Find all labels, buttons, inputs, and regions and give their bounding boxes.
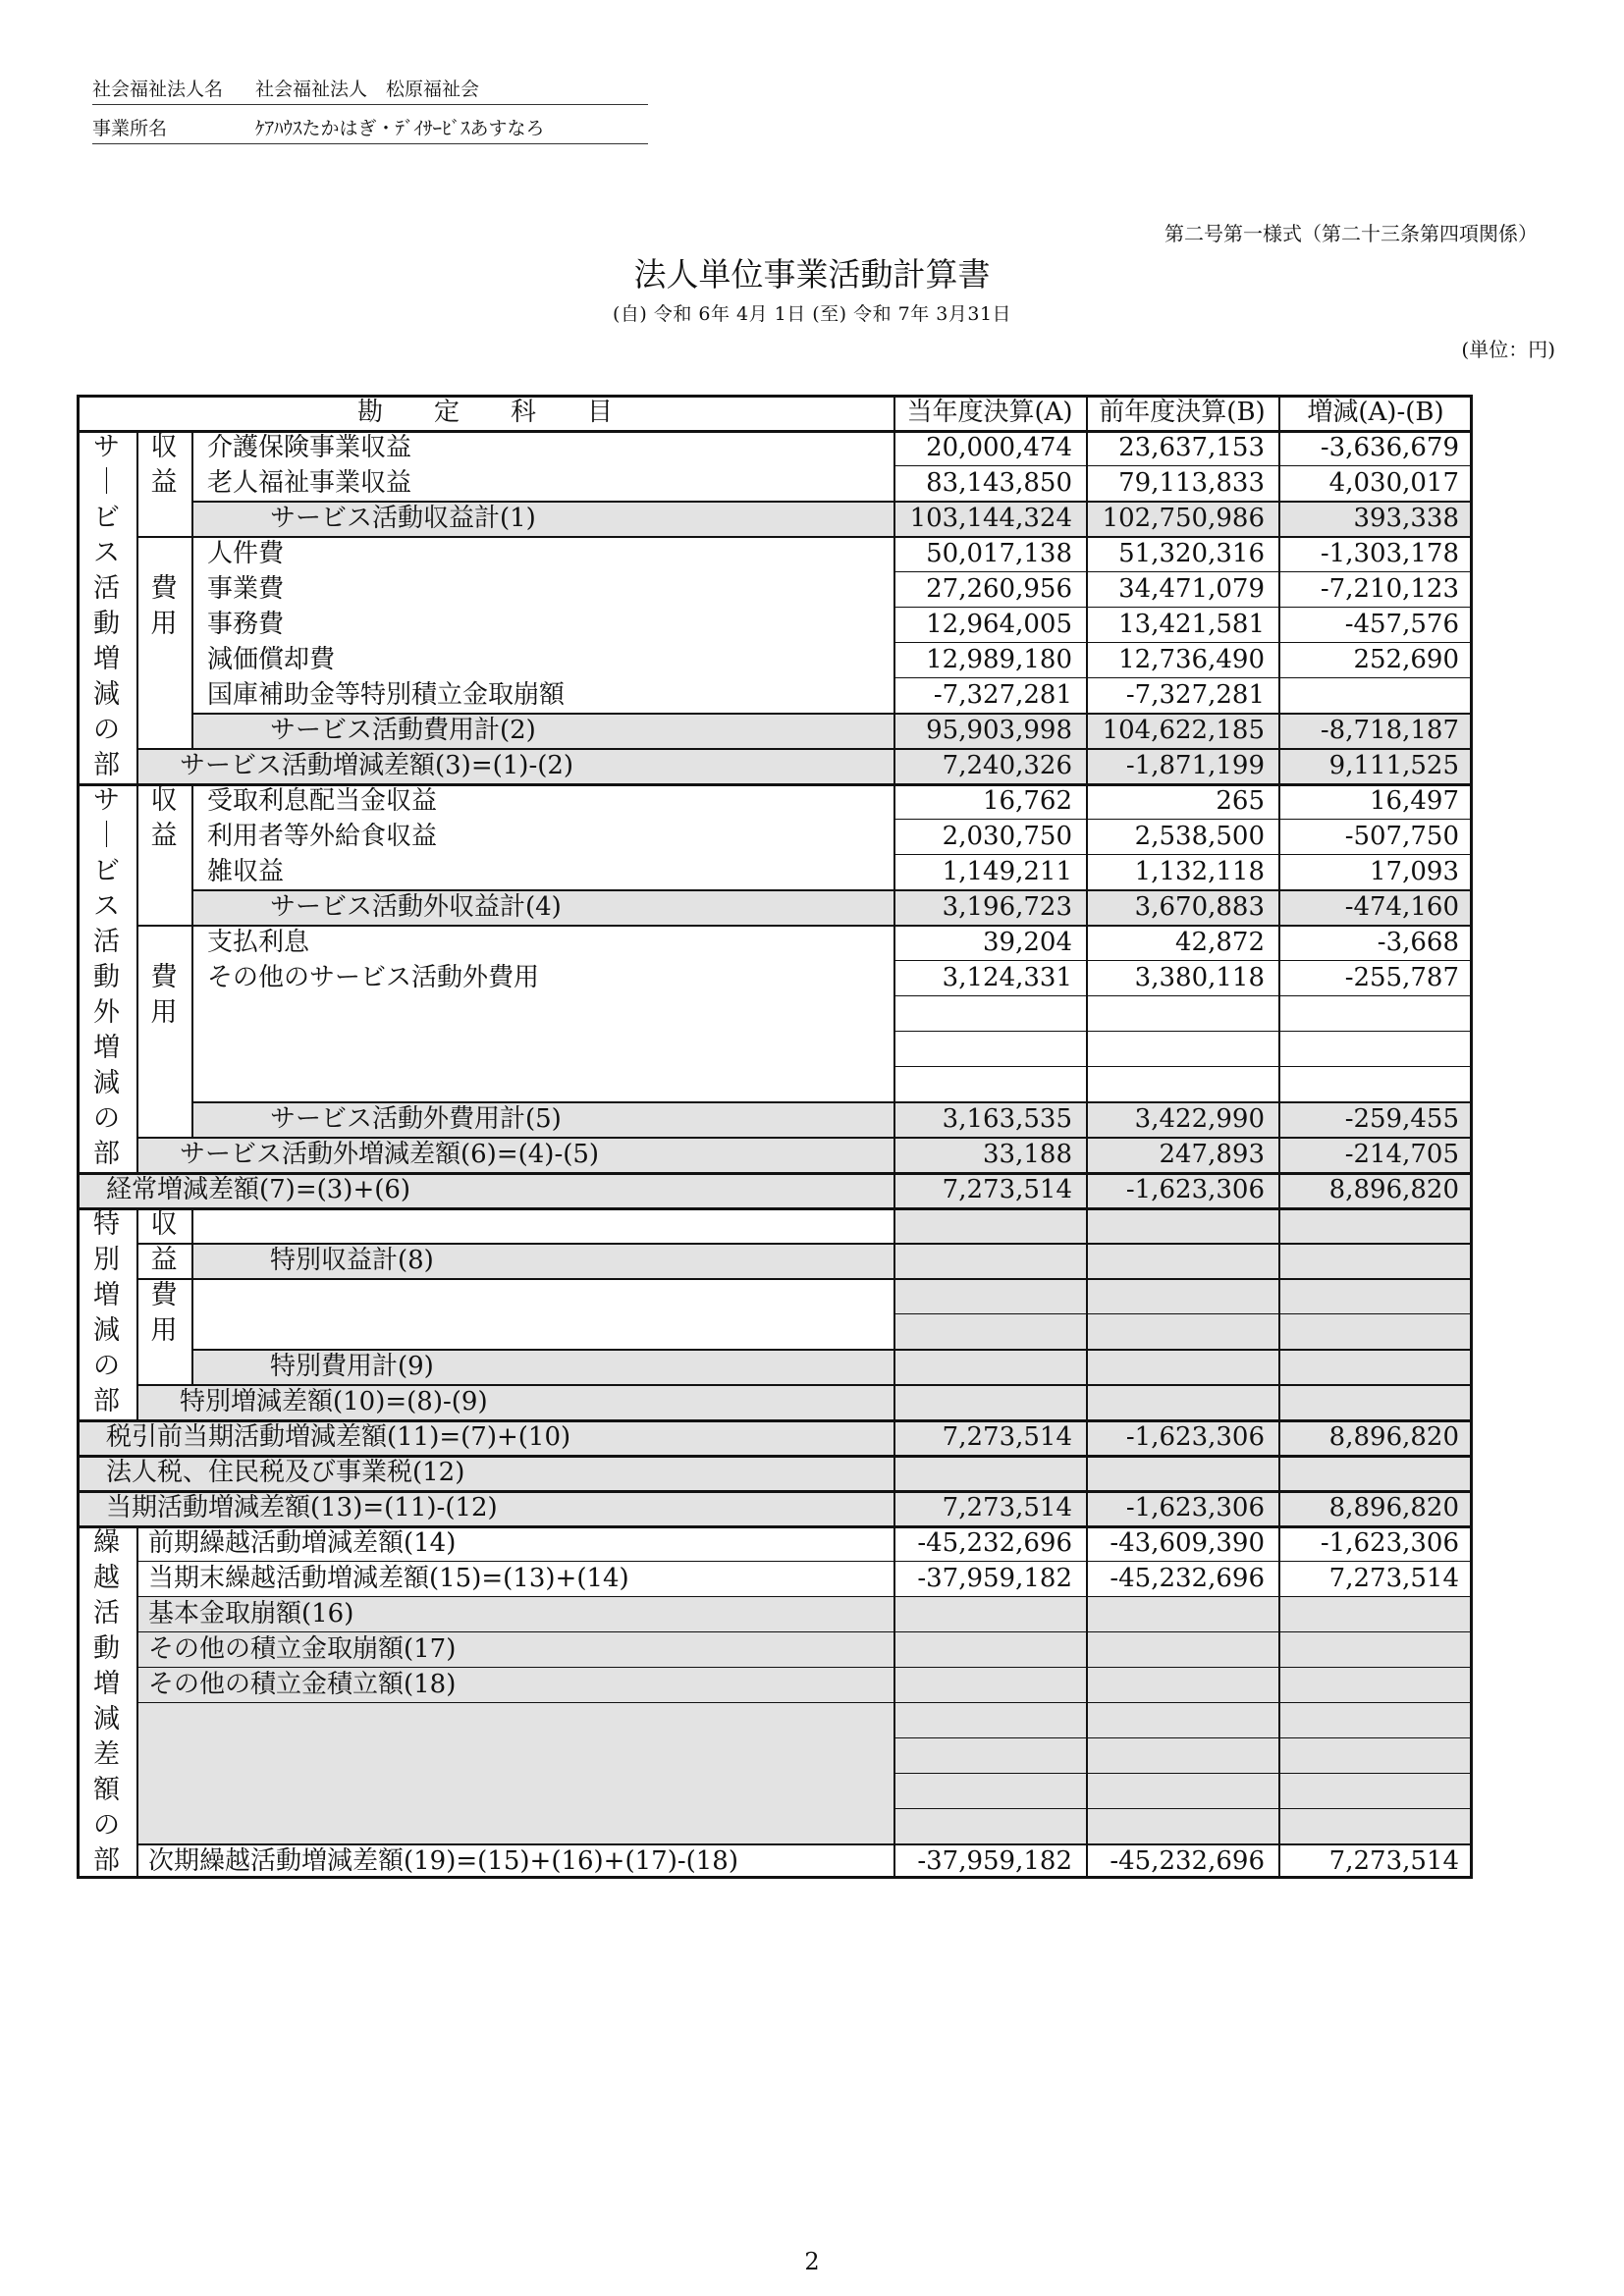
value-diff: 8,896,820 — [1328, 1493, 1459, 1522]
value-current: 1,149,211 — [942, 857, 1072, 886]
grid-line — [893, 1384, 1473, 1385]
value-current: 12,964,005 — [926, 610, 1072, 639]
row-label: その他の積立金取崩額(17) — [148, 1634, 457, 1664]
row-label: 雑収益 — [207, 857, 285, 886]
vertical-char: ｜ — [93, 467, 120, 498]
column-header-previous: 前年度決算(B) — [1099, 398, 1266, 427]
row-label: 介護保険事業収益 — [207, 433, 412, 462]
value-diff — [1278, 1455, 1473, 1490]
value-current: 20,000,474 — [926, 433, 1072, 462]
value-diff: -3,668 — [1377, 928, 1459, 957]
grid-line — [136, 1667, 1473, 1668]
value-current — [893, 1773, 1086, 1808]
value-current: -7,327,281 — [933, 680, 1072, 710]
vertical-char: 増 — [93, 1033, 120, 1063]
value-current — [893, 1349, 1086, 1384]
value-current: 3,124,331 — [942, 963, 1072, 992]
row-label: サービス活動外増減差額(6)=(4)-(5) — [180, 1140, 600, 1169]
row-label — [191, 1702, 893, 1737]
row-label: 次期繰越活動増減差額(19)=(15)+(16)+(17)-(18) — [148, 1846, 738, 1876]
value-current: 39,204 — [983, 928, 1072, 957]
vertical-char: 費 — [150, 573, 178, 604]
vertical-char: 用 — [150, 997, 178, 1028]
value-diff — [1278, 1066, 1473, 1101]
value-current — [893, 1702, 1086, 1737]
grid-line — [893, 1737, 1473, 1738]
grid-line — [893, 1455, 1473, 1456]
vertical-char: 差 — [93, 1739, 120, 1770]
vertical-char: 減 — [93, 679, 120, 710]
value-current: 7,273,514 — [942, 1493, 1072, 1522]
grid-line — [893, 1031, 1473, 1032]
value-diff — [1278, 1313, 1473, 1349]
vertical-char: の — [93, 715, 120, 745]
category-expense — [136, 1278, 191, 1349]
grid-line — [136, 1631, 1473, 1632]
category-expense — [136, 960, 191, 1066]
grid-line — [893, 783, 1473, 784]
column-header-current: 当年度決算(A) — [906, 398, 1073, 427]
vertical-char: 増 — [93, 1669, 120, 1699]
grid-line — [893, 1490, 1473, 1491]
value-previous: 23,637,153 — [1118, 433, 1265, 462]
value-diff: -1,623,306 — [1320, 1528, 1459, 1558]
category-income — [136, 783, 191, 889]
row-label — [191, 1031, 893, 1066]
row-label: 基本金取崩額(16) — [148, 1599, 354, 1629]
grid-line — [191, 783, 193, 1137]
value-previous — [1086, 1349, 1278, 1384]
value-diff: -3,636,679 — [1320, 433, 1459, 462]
row-label: その他のサービス活動外費用 — [207, 963, 540, 992]
column-header-diff: 増減(A)-(B) — [1307, 398, 1444, 427]
grid-line — [191, 430, 193, 748]
grid-line — [893, 1101, 1473, 1102]
grid-line — [893, 713, 1473, 714]
value-current: 3,163,535 — [942, 1104, 1072, 1134]
value-diff: -7,210,123 — [1320, 574, 1459, 604]
section-carry — [77, 1525, 136, 1879]
vertical-char: 費 — [150, 962, 178, 992]
row-label — [191, 1066, 893, 1101]
vertical-char: 活 — [93, 573, 120, 604]
value-previous: 265 — [1216, 786, 1265, 816]
value-diff: 8,896,820 — [1328, 1422, 1459, 1452]
value-current — [893, 1455, 1086, 1490]
value-previous — [1086, 1702, 1278, 1737]
section-non-service — [77, 783, 136, 1172]
vertical-char: ビ — [93, 856, 120, 886]
value-previous — [1086, 1384, 1278, 1419]
vertical-char: 費 — [150, 1280, 178, 1310]
value-current: -45,232,696 — [917, 1528, 1072, 1558]
grid-line — [893, 465, 1473, 466]
value-diff: -1,303,178 — [1320, 539, 1459, 568]
value-previous — [1086, 1243, 1278, 1278]
row-label: サービス活動外収益計(4) — [270, 892, 562, 922]
value-previous: 247,893 — [1159, 1140, 1265, 1169]
row-label: サービス活動増減差額(3)=(1)-(2) — [180, 751, 574, 780]
vertical-char: の — [93, 1351, 120, 1381]
value-diff: -259,455 — [1344, 1104, 1459, 1134]
grid-line — [136, 1702, 1473, 1703]
office-name-label: 事業所名 — [92, 118, 168, 139]
value-diff: 8,896,820 — [1328, 1175, 1459, 1204]
vertical-char: 部 — [93, 1386, 120, 1416]
row-label: サービス活動収益計(1) — [270, 504, 536, 533]
vertical-char: 増 — [93, 644, 120, 674]
value-previous: -1,623,306 — [1125, 1175, 1265, 1204]
vertical-char: 活 — [93, 1598, 120, 1629]
value-current — [893, 1243, 1086, 1278]
corp-name-value: 社会福祉法人 松原福祉会 — [255, 79, 480, 100]
value-diff — [1278, 1667, 1473, 1702]
value-current — [893, 1596, 1086, 1631]
value-previous: -1,623,306 — [1125, 1422, 1265, 1452]
grid-line — [136, 1561, 1473, 1562]
grid-line — [77, 430, 1473, 433]
value-previous: -45,232,696 — [1110, 1564, 1265, 1593]
grid-line — [893, 501, 1473, 502]
value-current — [893, 995, 1086, 1031]
row-label: 老人福祉事業収益 — [207, 468, 412, 498]
value-previous: 34,471,079 — [1118, 574, 1265, 604]
value-previous — [1086, 1207, 1278, 1243]
vertical-char: 益 — [150, 467, 178, 498]
value-diff: 16,497 — [1370, 786, 1459, 816]
vertical-char: の — [93, 1103, 120, 1134]
row-label: その他の積立金積立額(18) — [148, 1670, 457, 1699]
corp-name-label: 社会福祉法人名 — [92, 79, 224, 100]
grid-line — [77, 1876, 1473, 1879]
row-label: 減価償却費 — [207, 645, 336, 674]
vertical-char: 増 — [93, 1280, 120, 1310]
grid-line — [893, 571, 1473, 572]
value-previous: 42,872 — [1175, 928, 1265, 957]
value-diff — [1278, 1384, 1473, 1419]
value-current: -37,959,182 — [917, 1846, 1072, 1876]
value-previous — [1086, 1455, 1278, 1490]
value-current: 50,017,138 — [926, 539, 1072, 568]
value-current — [893, 1667, 1086, 1702]
value-diff: -457,576 — [1344, 610, 1459, 639]
grid-line — [77, 395, 1473, 398]
value-previous: 12,736,490 — [1118, 645, 1265, 674]
value-current — [893, 1631, 1086, 1667]
row-label: サービス活動費用計(2) — [270, 716, 536, 745]
office-name-line — [92, 114, 648, 144]
vertical-char: の — [93, 1810, 120, 1841]
value-diff: 7,273,514 — [1328, 1564, 1459, 1593]
value-diff — [1278, 1737, 1473, 1773]
row-label: 国庫補助金等特別積立金取崩額 — [207, 680, 566, 710]
grid-line — [893, 1313, 1473, 1314]
value-previous: 3,670,883 — [1134, 892, 1265, 922]
value-diff: -255,787 — [1344, 963, 1459, 992]
value-diff: 4,030,017 — [1328, 468, 1459, 498]
vertical-char: 特 — [93, 1209, 120, 1240]
value-previous — [1086, 1066, 1278, 1101]
value-previous: 3,380,118 — [1134, 963, 1265, 992]
row-label: 特別収益計(8) — [270, 1246, 434, 1275]
value-diff — [1278, 1808, 1473, 1843]
grid-line — [893, 748, 1473, 749]
form-number: 第二号第一様式（第二十三条第四項関係） — [1164, 222, 1538, 245]
row-label — [191, 1808, 893, 1843]
value-previous — [1086, 1278, 1278, 1313]
row-label: 法人税、住民税及び事業税(12) — [106, 1458, 465, 1487]
vertical-char: 動 — [93, 609, 120, 639]
value-current: 12,989,180 — [926, 645, 1072, 674]
value-previous: 13,421,581 — [1118, 610, 1265, 639]
grid-line — [893, 1808, 1473, 1809]
value-previous: -1,871,199 — [1125, 751, 1265, 780]
value-previous — [1086, 1773, 1278, 1808]
grid-line — [893, 995, 1473, 996]
value-previous — [1086, 1808, 1278, 1843]
row-label — [191, 1313, 893, 1349]
row-label — [191, 1737, 893, 1773]
value-diff — [1278, 1631, 1473, 1667]
vertical-char: サ — [93, 785, 120, 816]
vertical-char: 活 — [93, 927, 120, 957]
grid-line — [893, 677, 1473, 678]
value-current — [893, 1278, 1086, 1313]
row-label — [191, 1278, 893, 1313]
value-previous — [1086, 1667, 1278, 1702]
row-label: 利用者等外給食収益 — [207, 822, 438, 851]
vertical-char: 収 — [150, 1209, 178, 1240]
value-previous: 104,622,185 — [1102, 716, 1265, 745]
value-current — [893, 1313, 1086, 1349]
value-current — [893, 1384, 1086, 1419]
value-previous — [1086, 1631, 1278, 1667]
grid-line — [136, 1843, 1473, 1845]
vertical-char: 動 — [93, 962, 120, 992]
value-diff — [1278, 1702, 1473, 1737]
unit-label: (単位：円) — [1461, 338, 1555, 361]
vertical-char: 額 — [93, 1775, 120, 1805]
page-number: 2 — [804, 2248, 820, 2275]
vertical-char: サ — [93, 432, 120, 462]
row-label: 受取利息配当金収益 — [207, 786, 438, 816]
value-diff: 17,093 — [1370, 857, 1459, 886]
grid-line — [893, 1349, 1473, 1350]
grid-line — [77, 395, 80, 1879]
value-diff — [1278, 1278, 1473, 1313]
row-label — [191, 995, 893, 1031]
value-current: 2,030,750 — [942, 822, 1072, 851]
value-current: 103,144,324 — [909, 504, 1072, 533]
vertical-char: 外 — [93, 997, 120, 1028]
value-current: 7,240,326 — [942, 751, 1072, 780]
vertical-char: 部 — [93, 750, 120, 780]
vertical-char: 部 — [93, 1139, 120, 1169]
value-previous: 3,422,990 — [1134, 1104, 1265, 1134]
office-name-value: ｹｱﾊｳｽたかはぎ・ﾃﾞｲｻｰﾋﾞｽあすなろ — [255, 118, 545, 139]
row-label: 税引前当期活動増減差額(11)=(7)+(10) — [106, 1422, 571, 1452]
value-current: 16,762 — [983, 786, 1072, 816]
value-current — [893, 1207, 1086, 1243]
value-previous: 2,538,500 — [1134, 822, 1265, 851]
vertical-char: 減 — [93, 1068, 120, 1098]
value-current: 83,143,850 — [926, 468, 1072, 498]
value-previous: -43,609,390 — [1110, 1528, 1265, 1558]
value-diff: -474,160 — [1344, 892, 1459, 922]
value-previous — [1086, 1313, 1278, 1349]
row-label: 人件費 — [207, 539, 285, 568]
column-header-account: 勘 定 科 目 — [356, 398, 613, 427]
vertical-char: ビ — [93, 503, 120, 533]
grid-line — [136, 783, 138, 1172]
grid-line — [893, 1419, 1473, 1420]
vertical-char: 別 — [93, 1245, 120, 1275]
grid-line — [893, 889, 1473, 890]
grid-line — [136, 1596, 1473, 1597]
value-previous: -45,232,696 — [1110, 1846, 1265, 1876]
vertical-char: 繰 — [93, 1527, 120, 1558]
value-diff: 252,690 — [1353, 645, 1459, 674]
grid-line — [893, 536, 1473, 537]
grid-line — [136, 1525, 138, 1879]
row-label: サービス活動外費用計(5) — [270, 1104, 562, 1134]
grid-line — [893, 1278, 1473, 1279]
value-previous — [1086, 1737, 1278, 1773]
category-expense — [136, 571, 191, 677]
value-diff — [1278, 1596, 1473, 1631]
vertical-char: 用 — [150, 1315, 178, 1346]
value-current — [893, 1808, 1086, 1843]
vertical-char: 減 — [93, 1315, 120, 1346]
row-label: 特別費用計(9) — [270, 1352, 434, 1381]
value-diff — [1278, 1031, 1473, 1066]
grid-line — [191, 1207, 193, 1384]
row-label: 事業費 — [207, 574, 285, 604]
row-label: 特別増減差額(10)=(8)-(9) — [180, 1387, 488, 1416]
corp-name-line — [92, 75, 648, 105]
value-diff: -507,750 — [1344, 822, 1459, 851]
value-diff: 9,111,525 — [1328, 751, 1459, 780]
value-previous: 102,750,986 — [1102, 504, 1265, 533]
value-diff — [1278, 1773, 1473, 1808]
value-previous: -7,327,281 — [1125, 680, 1265, 710]
grid-line — [893, 1066, 1473, 1067]
row-label: 支払利息 — [207, 928, 310, 957]
vertical-char: 動 — [93, 1633, 120, 1664]
category-income — [136, 430, 191, 501]
grid-line — [893, 960, 1473, 961]
grid-line — [893, 925, 1473, 926]
row-label: 事務費 — [207, 610, 285, 639]
grid-line — [893, 1172, 1473, 1173]
row-label — [191, 1773, 893, 1808]
value-diff — [1278, 1243, 1473, 1278]
row-label: 当期活動増減差額(13)=(11)-(12) — [106, 1493, 498, 1522]
value-diff: 7,273,514 — [1328, 1846, 1459, 1876]
vertical-char: ス — [93, 538, 120, 568]
value-previous — [1086, 1596, 1278, 1631]
value-diff: -214,705 — [1344, 1140, 1459, 1169]
vertical-char: 用 — [150, 609, 178, 639]
section-service — [77, 430, 136, 783]
grid-line — [893, 1207, 1473, 1208]
grid-line — [893, 642, 1473, 643]
row-label: 当期末繰越活動増減差額(15)=(13)+(14) — [148, 1564, 629, 1593]
value-diff — [1278, 1349, 1473, 1384]
grid-line — [893, 607, 1473, 608]
value-previous: 1,132,118 — [1134, 857, 1265, 886]
value-previous: 51,320,316 — [1118, 539, 1265, 568]
grid-line — [893, 1773, 1473, 1774]
value-current — [893, 1737, 1086, 1773]
grid-line — [893, 854, 1473, 855]
vertical-char: 収 — [150, 432, 178, 462]
value-current: 33,188 — [983, 1140, 1072, 1169]
value-diff: 393,338 — [1353, 504, 1459, 533]
value-previous — [1086, 995, 1278, 1031]
section-special — [77, 1207, 136, 1419]
value-current — [893, 1031, 1086, 1066]
grid-line — [893, 819, 1473, 820]
value-previous: -1,623,306 — [1125, 1493, 1265, 1522]
value-current: -37,959,182 — [917, 1564, 1072, 1593]
vertical-char: 益 — [150, 1245, 178, 1275]
document-title: 法人単位事業活動計算書 — [633, 255, 991, 294]
vertical-char: ス — [93, 891, 120, 922]
row-label: 経常増減差額(7)=(3)+(6) — [106, 1175, 411, 1204]
value-diff: -8,718,187 — [1320, 716, 1459, 745]
value-current: 7,273,514 — [942, 1175, 1072, 1204]
grid-line — [893, 1525, 1473, 1526]
activity-statement-table — [77, 395, 1473, 1889]
value-previous: 79,113,833 — [1118, 468, 1265, 498]
grid-line — [893, 1243, 1473, 1244]
vertical-char: 越 — [93, 1563, 120, 1593]
vertical-char: 収 — [150, 785, 178, 816]
value-current — [893, 1066, 1086, 1101]
value-current: 3,196,723 — [942, 892, 1072, 922]
vertical-char: 益 — [150, 821, 178, 851]
value-current: 7,273,514 — [942, 1422, 1072, 1452]
value-diff — [1278, 677, 1473, 713]
row-label — [191, 1207, 893, 1243]
vertical-char: 部 — [93, 1845, 120, 1876]
fiscal-period: (自) 令和 6年 4月 1日 (至) 令和 7年 3月31日 — [612, 303, 1012, 325]
value-diff — [1278, 1207, 1473, 1243]
value-diff — [1278, 995, 1473, 1031]
value-previous — [1086, 1031, 1278, 1066]
grid-line — [136, 1207, 138, 1419]
value-current: 95,903,998 — [926, 716, 1072, 745]
vertical-char: 減 — [93, 1704, 120, 1735]
vertical-char: ｜ — [93, 821, 120, 851]
grid-line — [893, 1137, 1473, 1138]
row-label: 前期繰越活動増減差額(14) — [148, 1528, 457, 1558]
value-current: 27,260,956 — [926, 574, 1072, 604]
grid-line — [136, 430, 138, 783]
